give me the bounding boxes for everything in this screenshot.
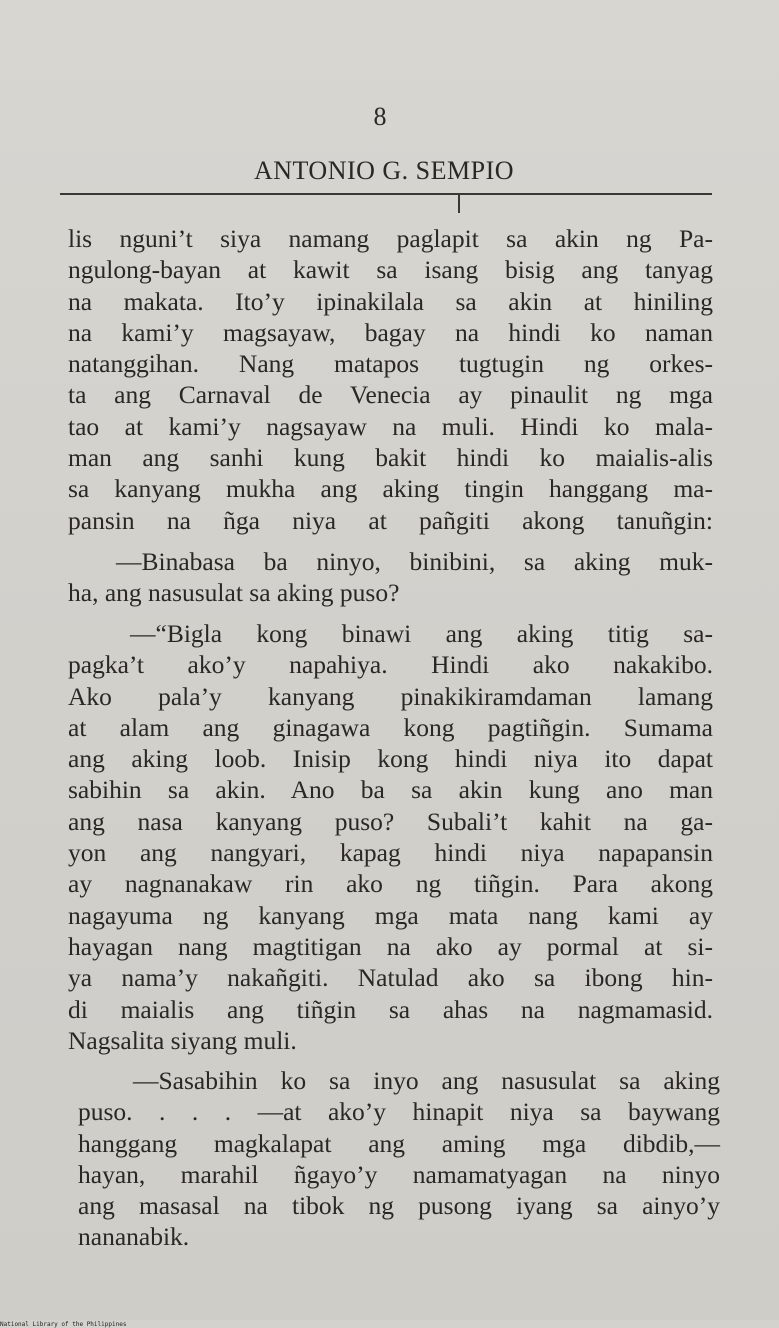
text-line: tao at kami’y nagsayaw na muli. Hindi ko mala- bbox=[68, 411, 713, 441]
text-line: ang masasal na tibok ng pusong iyang sa ainyo’y bbox=[78, 1191, 720, 1221]
text-line: Nagsalita siyang muli. bbox=[68, 1025, 297, 1055]
text-line: natanggihan. Nang matapos tugtugin ng orkes- bbox=[68, 349, 713, 379]
text-line: sa kanyang mukha ang aking tingin hanggang ma- bbox=[68, 474, 713, 504]
text-line: nananabik. bbox=[78, 1222, 190, 1252]
paragraph-1 bbox=[68, 223, 713, 536]
header-rule bbox=[60, 193, 712, 195]
text-line: —Binabasa ba ninyo, binibini, sa aking muk- bbox=[116, 547, 713, 576]
page-number: 8 bbox=[373, 102, 387, 131]
text-line: —Sasabihin ko sa inyo ang nasusulat sa aking bbox=[133, 1066, 720, 1095]
text-line: —“Bigla kong binawi ang aking titig sa- bbox=[130, 619, 713, 648]
text-line: puso. . . . —at ako’y hinapit niya sa baywang bbox=[78, 1097, 720, 1127]
text-line: hanggang magkalapat ang aming mga dibdib,— bbox=[78, 1128, 720, 1158]
text-line: yon ang nangyari, kapag hindi niya napapansin bbox=[68, 838, 713, 868]
text-line: di maialis ang tiñgin sa ahas na nagmamasid. bbox=[68, 994, 713, 1024]
text-line: ta ang Carnaval de Venecia ay pinaulit ng mga bbox=[68, 380, 713, 410]
library-credit: National Library of the Philippines bbox=[0, 1321, 127, 1328]
paragraph-2 bbox=[68, 546, 713, 609]
text-line: ha, ang nasusulat sa aking puso? bbox=[68, 578, 400, 608]
text-line: sabihin sa akin. Ano ba sa akin kung ano man bbox=[68, 775, 713, 805]
text-line: nagayuma ng kanyang mga mata nang kami ay bbox=[68, 900, 713, 930]
paragraph-4 bbox=[78, 1065, 720, 1253]
paragraph-3 bbox=[68, 618, 713, 1056]
text-line: man ang sanhi kung bakit hindi ko maialis-alis bbox=[68, 443, 713, 473]
text-line: pansin na ñga niya at pañgiti akong tanuñgin: bbox=[68, 505, 713, 535]
text-line: Ako pala’y kanyang pinakikiramdaman lamang bbox=[68, 681, 713, 711]
text-line: lis nguni’t siya namang paglapit sa akin ng Pa- bbox=[68, 224, 713, 253]
text-line: ang aking loob. Inisip kong hindi niya ito dapat bbox=[68, 744, 713, 774]
text-line: hayagan nang magtitigan na ako ay pormal at si- bbox=[68, 931, 713, 961]
text-line: na makata. Ito’y ipinakilala sa akin at hiniling bbox=[68, 286, 713, 316]
text-line: ang nasa kanyang puso? Subali’t kahit na ga- bbox=[68, 806, 713, 836]
header-rule-tick bbox=[458, 195, 460, 213]
text-line: hayan, marahil ñgayo’y namamatyagan na ninyo bbox=[78, 1159, 720, 1189]
text-line: at alam ang ginagawa kong pagtiñgin. Sumama bbox=[68, 712, 713, 742]
text-line: ngulong-bayan at kawit sa isang bisig ang tanyag bbox=[68, 255, 713, 285]
text-line: ya nama’y nakañgiti. Natulad ako sa ibong hin- bbox=[68, 963, 713, 993]
running-head: ANTONIO G. SEMPIO bbox=[253, 156, 515, 185]
text-line: pagka’t ako’y napahiya. Hindi ako nakakibo. bbox=[68, 650, 713, 680]
text-line: ay nagnanakaw rin ako ng tiñgin. Para akong bbox=[68, 869, 713, 899]
text-line: na kami’y magsayaw, bagay na hindi ko naman bbox=[68, 317, 713, 347]
